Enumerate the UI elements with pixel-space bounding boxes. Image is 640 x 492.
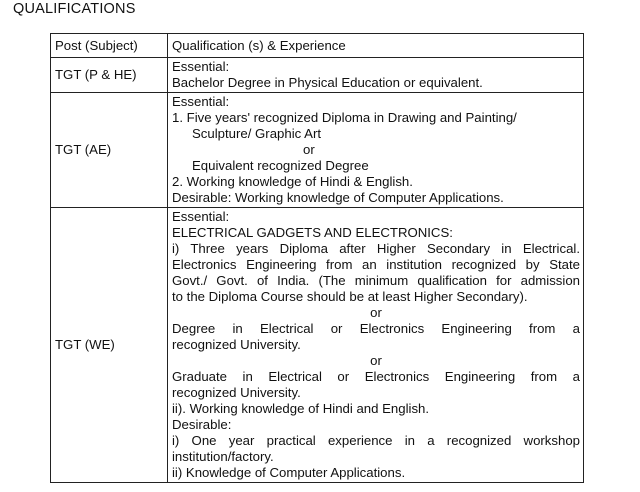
or-separator: or	[370, 305, 382, 320]
page-heading: QUALIFICATIONS	[13, 1, 136, 17]
qual-line: i) One year practical experience in a recognized workshop	[172, 433, 580, 448]
qual-line: 2. Working knowledge of Hindi & English.	[172, 174, 413, 189]
or-separator: or	[370, 353, 382, 368]
qualification-cell	[168, 93, 584, 208]
qual-line: Desirable: Working knowledge of Computer Applications.	[172, 190, 504, 205]
post-cell: TGT (AE)	[51, 93, 168, 208]
table-row	[51, 208, 584, 483]
qual-line: Desirable:	[172, 417, 232, 432]
header-qualification: Qualification (s) & Experience	[168, 34, 584, 58]
qual-line: Essential:	[172, 209, 230, 224]
qual-line: ii) Knowledge of Computer Applications.	[172, 465, 406, 480]
qualifications-table	[50, 33, 584, 483]
qual-line: 1. Five years' recognized Diploma in Drawing and Painting/	[172, 110, 517, 125]
qual-line: Essential:	[172, 59, 230, 74]
table-header-row	[51, 34, 584, 58]
qualification-cell	[168, 58, 584, 93]
qual-line: recognized University.	[172, 337, 301, 352]
table-row	[51, 58, 584, 93]
qual-line: i) Three years Diploma after Higher Secondary in Electrical.	[172, 241, 580, 256]
qual-line: ii). Working knowledge of Hindi and English.	[172, 401, 430, 416]
qual-line: Sculpture/ Graphic Art	[192, 126, 322, 141]
or-separator: or	[303, 142, 315, 157]
qual-line: institution/factory.	[172, 449, 274, 464]
qual-line: Graduate in Electrical or Electronics Engineering from a	[172, 369, 580, 384]
post-cell: TGT (P & HE)	[51, 58, 168, 93]
qual-line: Bachelor Degree in Physical Education or equivalent.	[172, 75, 483, 90]
header-post: Post (Subject)	[51, 34, 168, 58]
qual-line: ELECTRICAL GADGETS AND ELECTRONICS:	[172, 225, 453, 240]
qual-line: recognized University.	[172, 385, 301, 400]
qual-line: to the Diploma Course should be at least Higher Secondary).	[172, 289, 528, 304]
table-row	[51, 93, 584, 208]
qual-line: Electronics Engineering from an institution recognized by State	[172, 257, 580, 272]
post-cell: TGT (WE)	[51, 208, 168, 483]
qual-line: Degree in Electrical or Electronics Engineering from a	[172, 321, 580, 336]
qual-line: Govt./ Govt. of India. (The minimum qualification for admission	[172, 273, 580, 288]
qual-line: Equivalent recognized Degree	[192, 158, 369, 173]
qualification-cell	[168, 208, 584, 483]
qual-line: Essential:	[172, 94, 230, 109]
